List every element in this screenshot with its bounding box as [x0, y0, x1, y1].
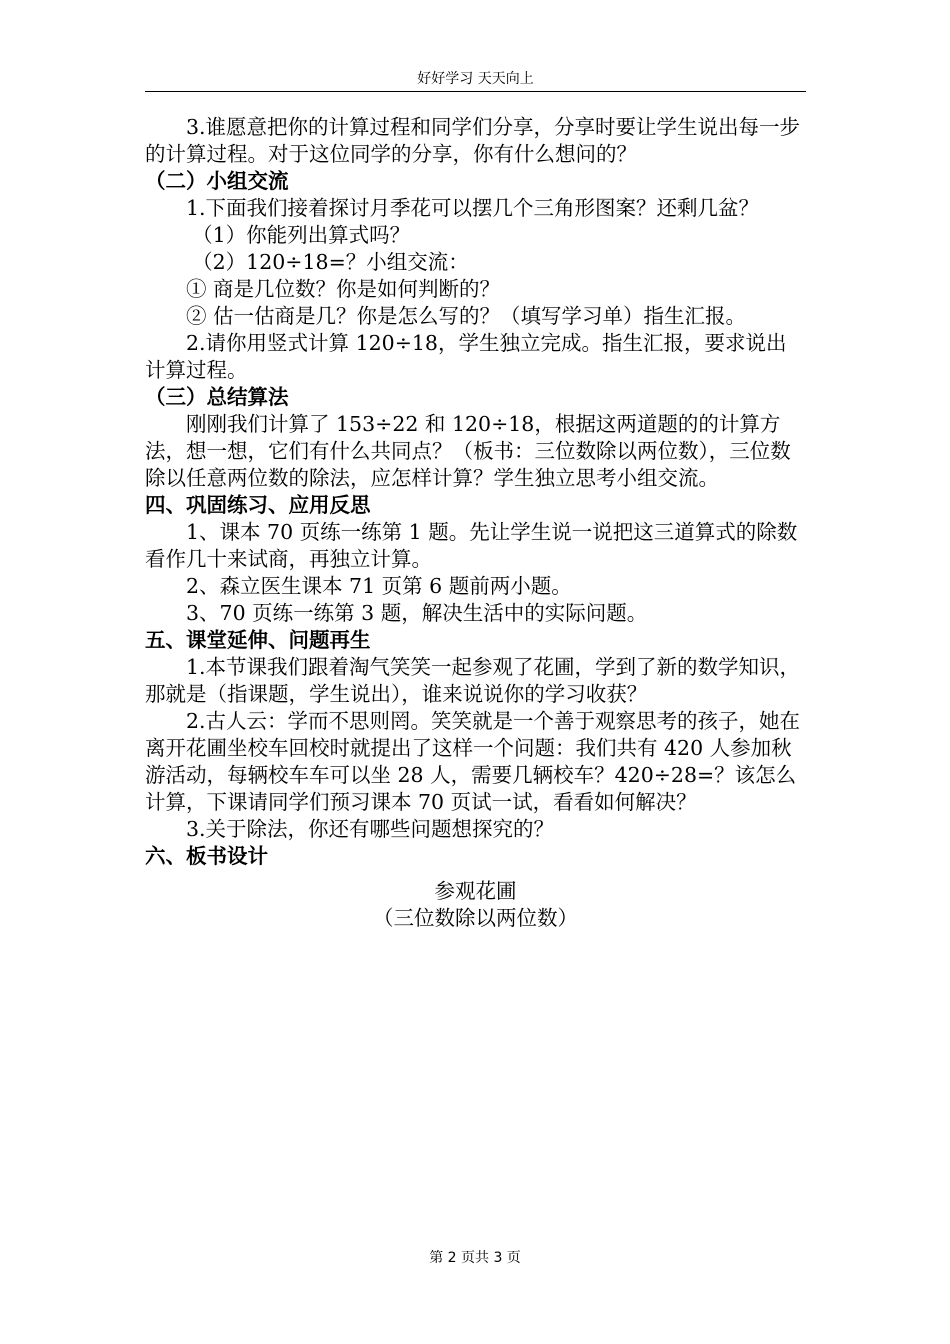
- page-header: 好好学习 天天向上: [417, 71, 534, 87]
- document-body: [145, 114, 806, 932]
- header-divider: [145, 91, 806, 92]
- paragraph-share: 3.谁愿意把你的计算过程和同学们分享，分享时要让学生说出每一步的计算过程。对于这位同学的分享，你有什么想问的？: [145, 115, 801, 166]
- paragraph-question-roses: 1.下面我们接着探讨月季花可以摆几个三角形图案？还剩几盆？: [186, 196, 760, 220]
- heading-summary: （三）总结算法: [145, 385, 289, 409]
- board-title: 参观花圃: [434, 879, 517, 903]
- paragraph-practice-3: 3、70 页练一练第 3 题，解决生活中的实际问题。: [186, 601, 648, 625]
- paragraph-summary: 刚刚我们计算了 153÷22 和 120÷18，根据这两道题的的计算方法，想一想，它们有什么共同点？（板书：三位数除以两位数），三位数除以任意两位数的除法，应怎样计算？学生独立思考小组交流。: [145, 412, 791, 490]
- page-footer: 第 2 页共 3 页: [429, 1250, 521, 1266]
- heading-board-design: 六、板书设计: [145, 844, 268, 868]
- paragraph-extension-2: 2.古人云：学而不思则罔。笑笑就是一个善于观察思考的孩子，她在离开花圃坐校车回校时就提出了这样一个问题：我们共有 420 人参加秋游活动，每辆校车车可以坐 28 人，需要几辆校车？420÷28=？该怎么计算，下课请同学们预习课本 70 页试一试，看看如何解决？: [145, 709, 801, 814]
- paragraph-practice-2: 2、森立医生课本 71 页第 6 题前两小题。: [186, 574, 572, 598]
- heading-extension: 五、课堂延伸、问题再生: [145, 628, 371, 652]
- paragraph-circled-2: ② 估一估商是几？你是怎么写的？（填写学习单）指生汇报。: [186, 304, 747, 328]
- heading-group-discussion: （二）小组交流: [145, 169, 289, 193]
- board-subtitle: （三位数除以两位数）: [373, 906, 578, 930]
- paragraph-vertical-calc: 2.请你用竖式计算 120÷18，学生独立完成。指生汇报，要求说出计算过程。: [145, 331, 787, 382]
- paragraph-extension-1: 1.本节课我们跟着淘气笑笑一起参观了花圃，学到了新的数学知识，那就是（指课题，学生说出），谁来说说你的学习收获？: [145, 655, 801, 706]
- paragraph-circled-1: ① 商是几位数？你是如何判断的？: [186, 277, 501, 301]
- heading-practice: 四、巩固练习、应用反思: [145, 493, 371, 517]
- paragraph-practice-1: 1、课本 70 页练一练第 1 题。先让学生说一说把这三道算式的除数看作几十来试商，再独立计算。: [145, 520, 798, 571]
- paragraph-item-1: （1）你能列出算式吗？: [192, 223, 411, 247]
- paragraph-extension-3: 3.关于除法，你还有哪些问题想探究的？: [186, 817, 555, 841]
- paragraph-item-2: （2）120÷18=？小组交流：: [192, 250, 469, 274]
